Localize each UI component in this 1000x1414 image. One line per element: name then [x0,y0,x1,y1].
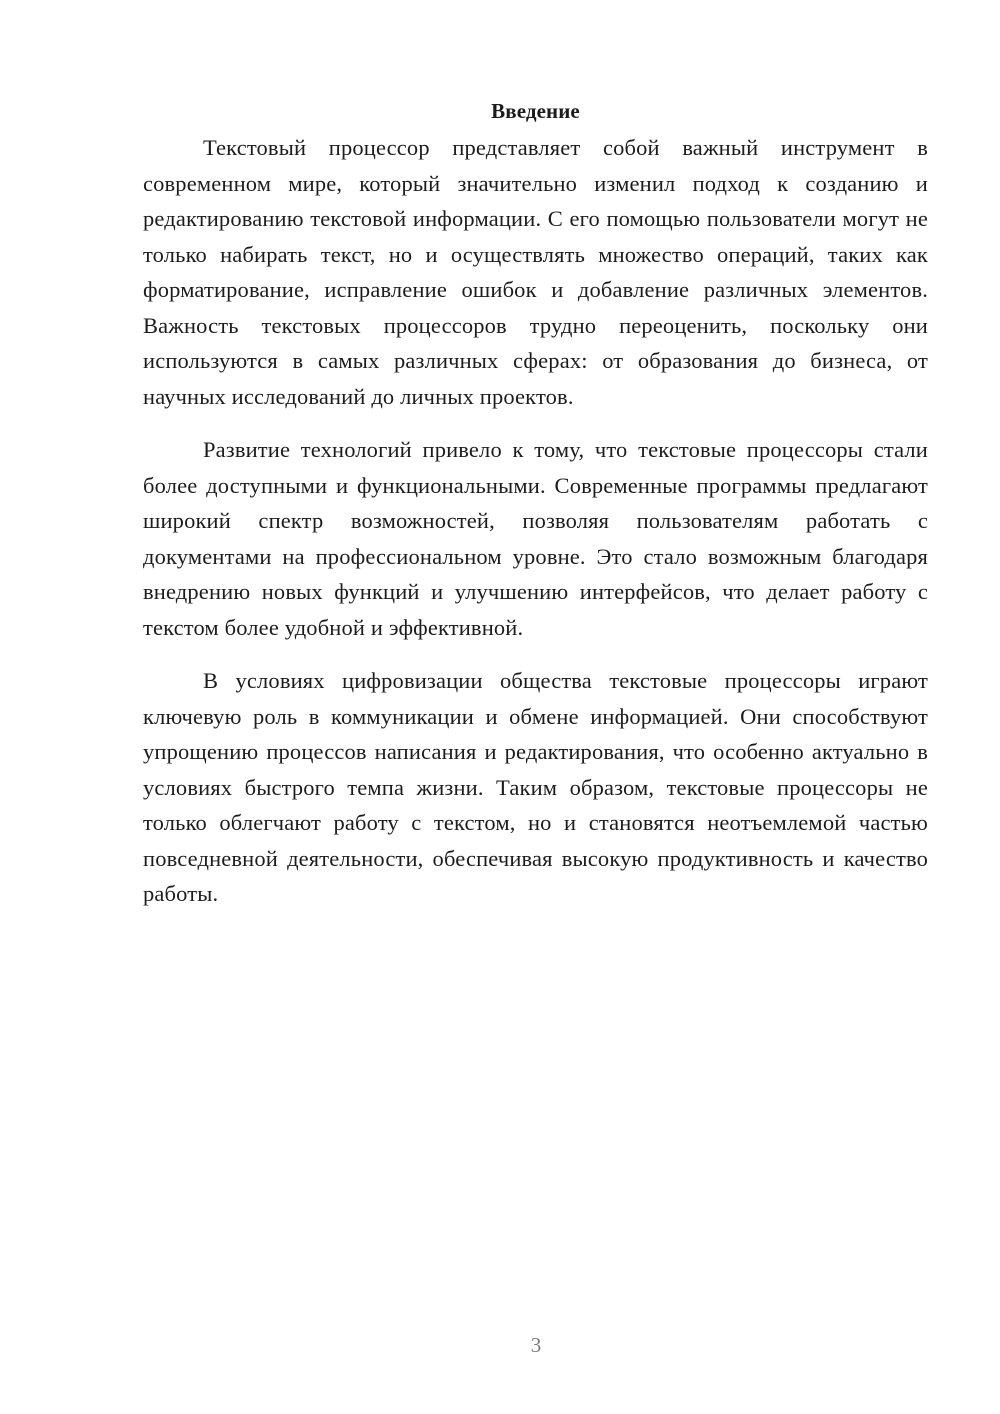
page-number: 3 [530,1333,542,1357]
paragraph-2: Развитие технологий привело к тому, что текстовые процессоры стали более доступными и функциональными. Современные программы предлагают широкий спектр возможностей, позволяя пользователям работать с документами на профессиональном уровне. Это стало возможным благодаря внедрению новых функций и улучшению интерфейсов, что делает работу с текстом более удобной и эффективной. [143,437,928,640]
paragraph-3: В условиях цифровизации общества текстовые процессоры играют ключевую роль в коммуникации и обмене информацией. Они способствуют упрощению процессов написания и редактирования, что особенно актуально в условиях быстрого темпа жизни. Таким образом, текстовые процессоры не только облегчают работу с текстом, но и становятся неотъемлемой частью повседневной деятельности, обеспечивая высокую продуктивность и качество работы. [143,668,928,906]
paragraph-1: Текстовый процессор представляет собой важный инструмент в современном мире, который значительно изменил подход к созданию и редактированию текстовой информации. С его помощью пользователи могут не только набирать текст, но и осуществлять множество операций, таких как форматирование, исправление ошибок и добавление различных элементов. Важность текстовых процессоров трудно переоценить, поскольку они используются в самых различных сферах: от образования до бизнеса, от научных исследований до личных проектов. [143,135,928,409]
section-heading: Введение [491,99,580,123]
page-content [143,96,928,930]
